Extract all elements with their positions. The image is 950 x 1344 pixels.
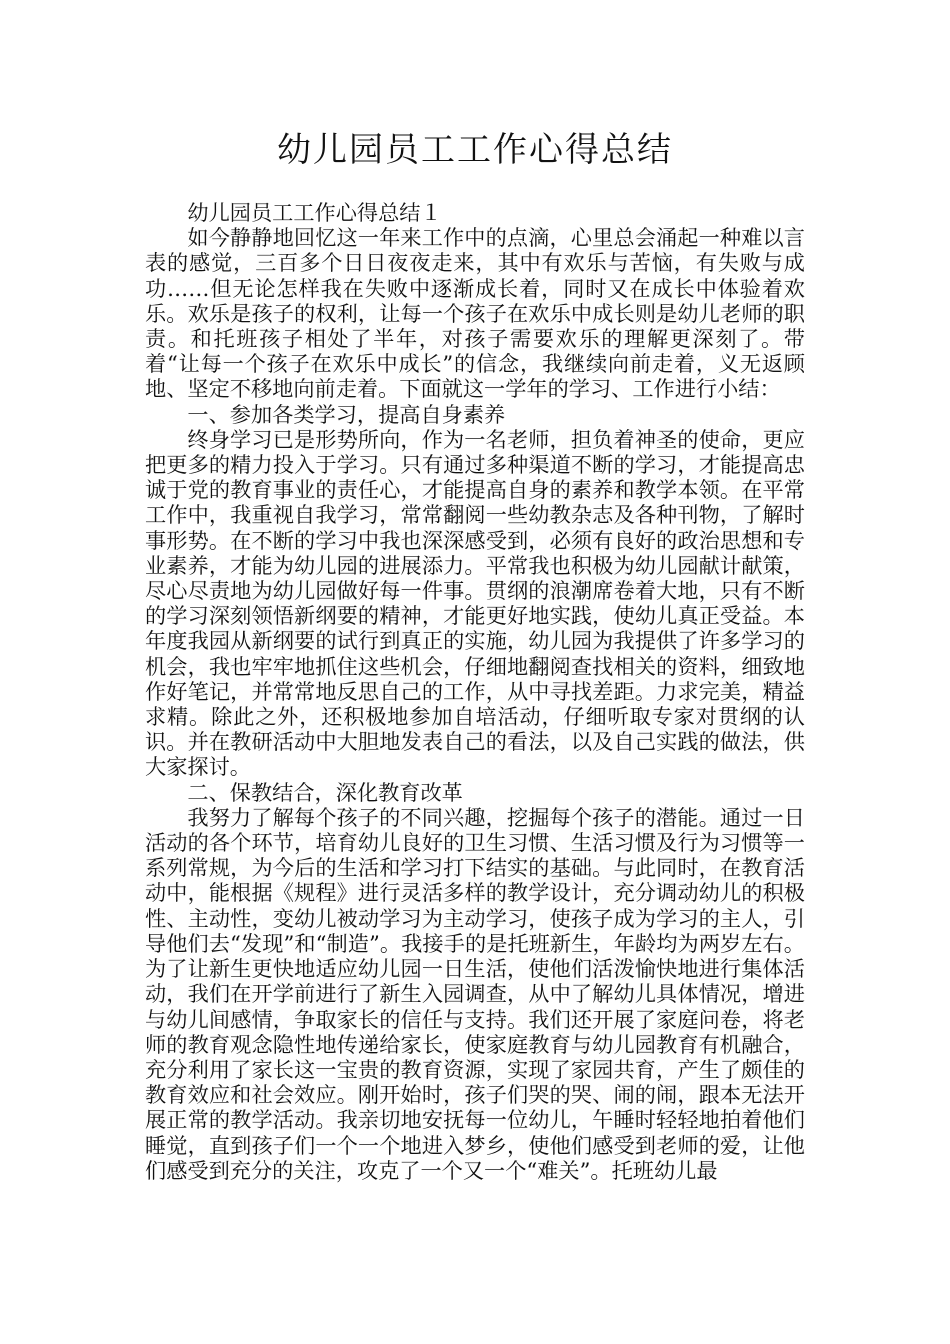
- section-1-paragraph: 终身学习已是形势所向，作为一名老师，担负着神圣的使命，更应把更多的精力投入于学习。只有通过多种渠道不断的学习，才能提高忠诚于党的教育事业的责任心，才能提高自身的素养和教学本领。在平常工作中，我重视自我学习，常常翻阅一些幼教杂志及各种刊物，了解时事形势。在不断的学习中我也深深感受到，必须有良好的政治思想和专业素养，才能为幼儿园的进展添力。平常我也积极为幼儿园献计献策，尽心尽责地为幼儿园做好每一件事。贯纲的浪潮席卷着大地，只有不断的学习深刻领悟新纲要的精神，才能更好地实践，使幼儿真正受益。本年度我园从新纲要的试行到真正的实施，幼儿园为我提供了许多学习的机会，我也牢牢地抓住这些机会，仔细地翻阅查找相关的资料，细致地作好笔记，并常常地反思自己的工作，从中寻找差距。力求完美，精益求精。除此之外，还积极地参加自培活动，仔细听取专家对贯纲的认识。并在教研活动中大胆地发表自己的看法，以及自己实践的做法，供大家探讨。: [145, 426, 805, 780]
- section-2-paragraph: 我努力了解每个孩子的不同兴趣，挖掘每个孩子的潜能。通过一日活动的各个环节，培育幼儿良好的卫生习惯、生活习惯及行为习惯等一系列常规，为今后的生活和学习打下结实的基础。与此同时，在教育活动中，能根据《规程》进行灵活多样的教学设计，充分调动幼儿的积极性、主动性，变幼儿被动学习为主动学习，使孩子成为学习的主人，引导他们去“发现”和“制造”。我接手的是托班新生，年龄均为两岁左右。为了让新生更快地适应幼儿园一日生活，使他们活泼愉快地进行集体活动，我们在开学前进行了新生入园调查，从中了解幼儿具体情况，增进与幼儿间感情，争取家长的信任与支持。我们还开展了家庭问卷，将老师的教育观念隐性地传递给家长，使家庭教育与幼儿园教育有机融合，充分利用了家长这一宝贵的教育资源，实现了家园共育，产生了颇佳的教育效应和社会效应。刚开始时，孩子们哭的哭、闹的闹，跟本无法开展正常的教学活动。我亲切地安抚每一位幼儿，午睡时轻轻地拍着他们睡觉，直到孩子们一个一个地进入梦乡，使他们感受到老师的爱，让他们感受到充分的关注，攻克了一个又一个“难关”。托班幼儿最: [145, 804, 805, 1183]
- section-heading-1: 一、参加各类学习，提高自身素养: [187, 401, 506, 427]
- section-heading-2: 二、保教结合，深化教育改革: [187, 779, 463, 805]
- document-title: 幼儿园员工工作心得总结: [277, 130, 673, 170]
- document-body: [145, 200, 805, 1183]
- subtitle-paragraph: 幼儿园员工工作心得总结１: [187, 200, 442, 225]
- intro-paragraph: 如今静静地回忆这一年来工作中的点滴，心里总会涌起一种难以言表的感觉，三百多个日日夜夜走来，其中有欢乐与苦恼，有失败与成功……但无论怎样我在失败中逐渐成长着，同时又在成长中体验着欢乐。欢乐是孩子的权利，让每一个孩子在欢乐中成长则是幼儿老师的职责。和托班孩子相处了半年，对孩子需要欢乐的理解更深刻了。带着“让每一个孩子在欢乐中成长”的信念，我继续向前走着，义无返顾地、坚定不移地向前走着。下面就这一学年的学习、工作进行小结：: [145, 225, 805, 402]
